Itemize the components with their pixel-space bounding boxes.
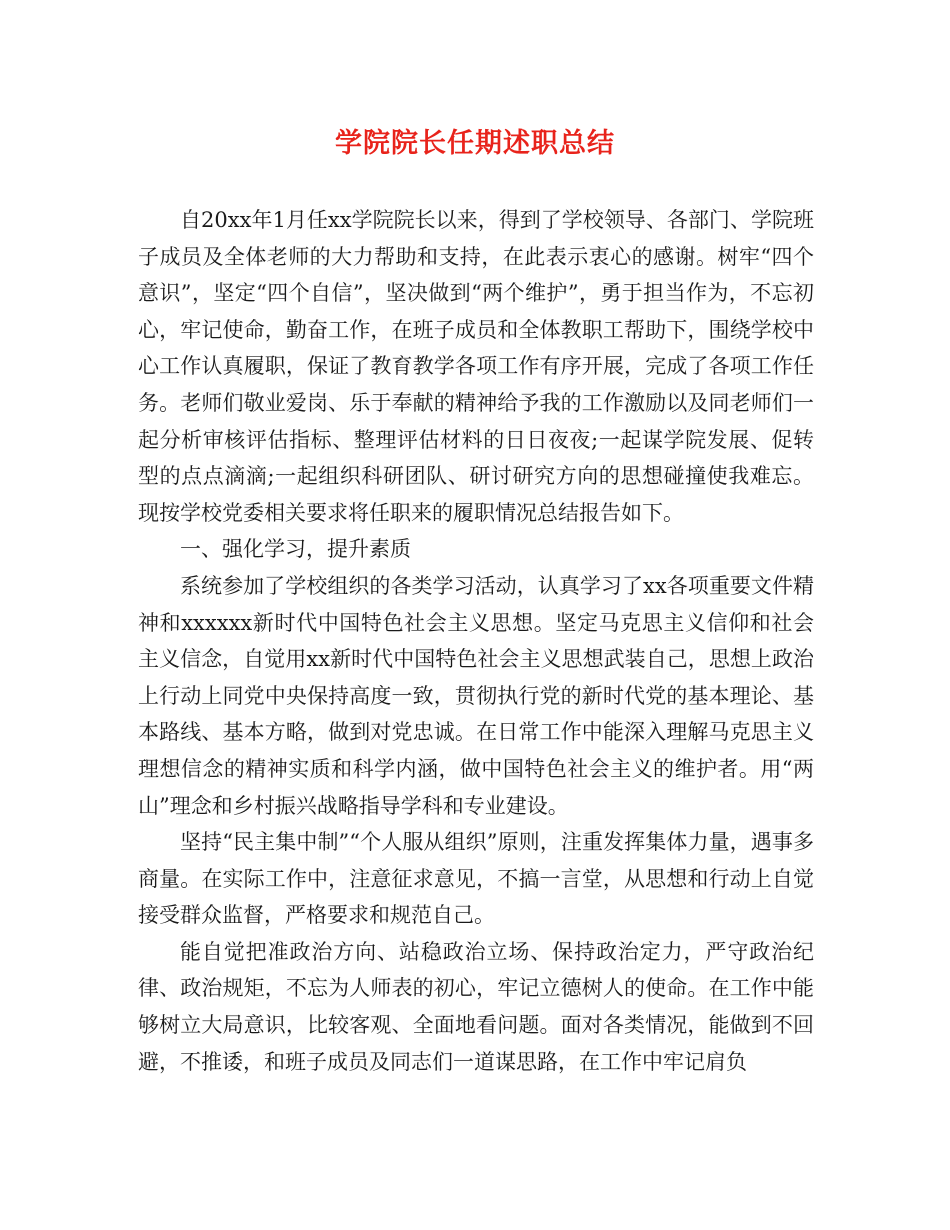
body-paragraph: 能自觉把准政治方向、站稳政治立场、保持政治定力，严守政治纪律、政治规矩，不忘为人师表的初心，牢记立德树人的使命。在工作中能够树立大局意识，比较客观、全面地看问题。面对各类情况，能做到不回避，不推诿，和班子成员及同志们一道谋思路，在工作中牢记肩负 [138, 939, 814, 1074]
body-paragraph: 坚持“民主集中制”“个人服从组织”原则，注重发挥集体力量，遇事多商量。在实际工作中，注意征求意见，不搞一言堂，从思想和行动上自觉接受群众监督，严格要求和规范自己。 [138, 830, 814, 928]
document-body [138, 202, 814, 1080]
intro-paragraph: 自20xx年1月任xx学院院长以来，得到了学校领导、各部门、学院班子成员及全体老师的大力帮助和支持，在此表示衷心的感谢。树牢“四个意识”，坚定“四个自信”，坚决做到“两个维护”，勇于担当作为，不忘初心，牢记使命，勤奋工作，在班子成员和全体教职工帮助下，围绕学校中心工作认真履职，保证了教育教学各项工作有序开展，完成了各项工作任务。老师们敬业爱岗、乐于奉献的精神给予我的工作激励以及同老师们一起分析审核评估指标、整理评估材料的日日夜夜;一起谋学院发展、促转型的点点滴滴;一起组织科研团队、研讨研究方向的思想碰撞使我难忘。现按学校党委相关要求将任职来的履职情况总结报告如下。 [138, 208, 814, 525]
section-heading: 一、强化学习，提升素质 [180, 537, 411, 562]
document-title: 学院院长任期述职总结 [335, 128, 615, 159]
body-paragraph: 系统参加了学校组织的各类学习活动，认真学习了xx各项重要文件精神和xxxxxx新时代中国特色社会主义思想。坚定马克思主义信仰和社会主义信念，自觉用xx新时代中国特色社会主义思想武装自己，思想上政治上行动上同党中央保持高度一致，贯彻执行党的新时代党的基本理论、基本路线、基本方略，做到对党忠诚。在日常工作中能深入理解马克思主义理想信念的精神实质和科学内涵，做中国特色社会主义的维护者。用“两山”理念和乡村振兴战略指导学科和专业建设。 [138, 573, 814, 818]
